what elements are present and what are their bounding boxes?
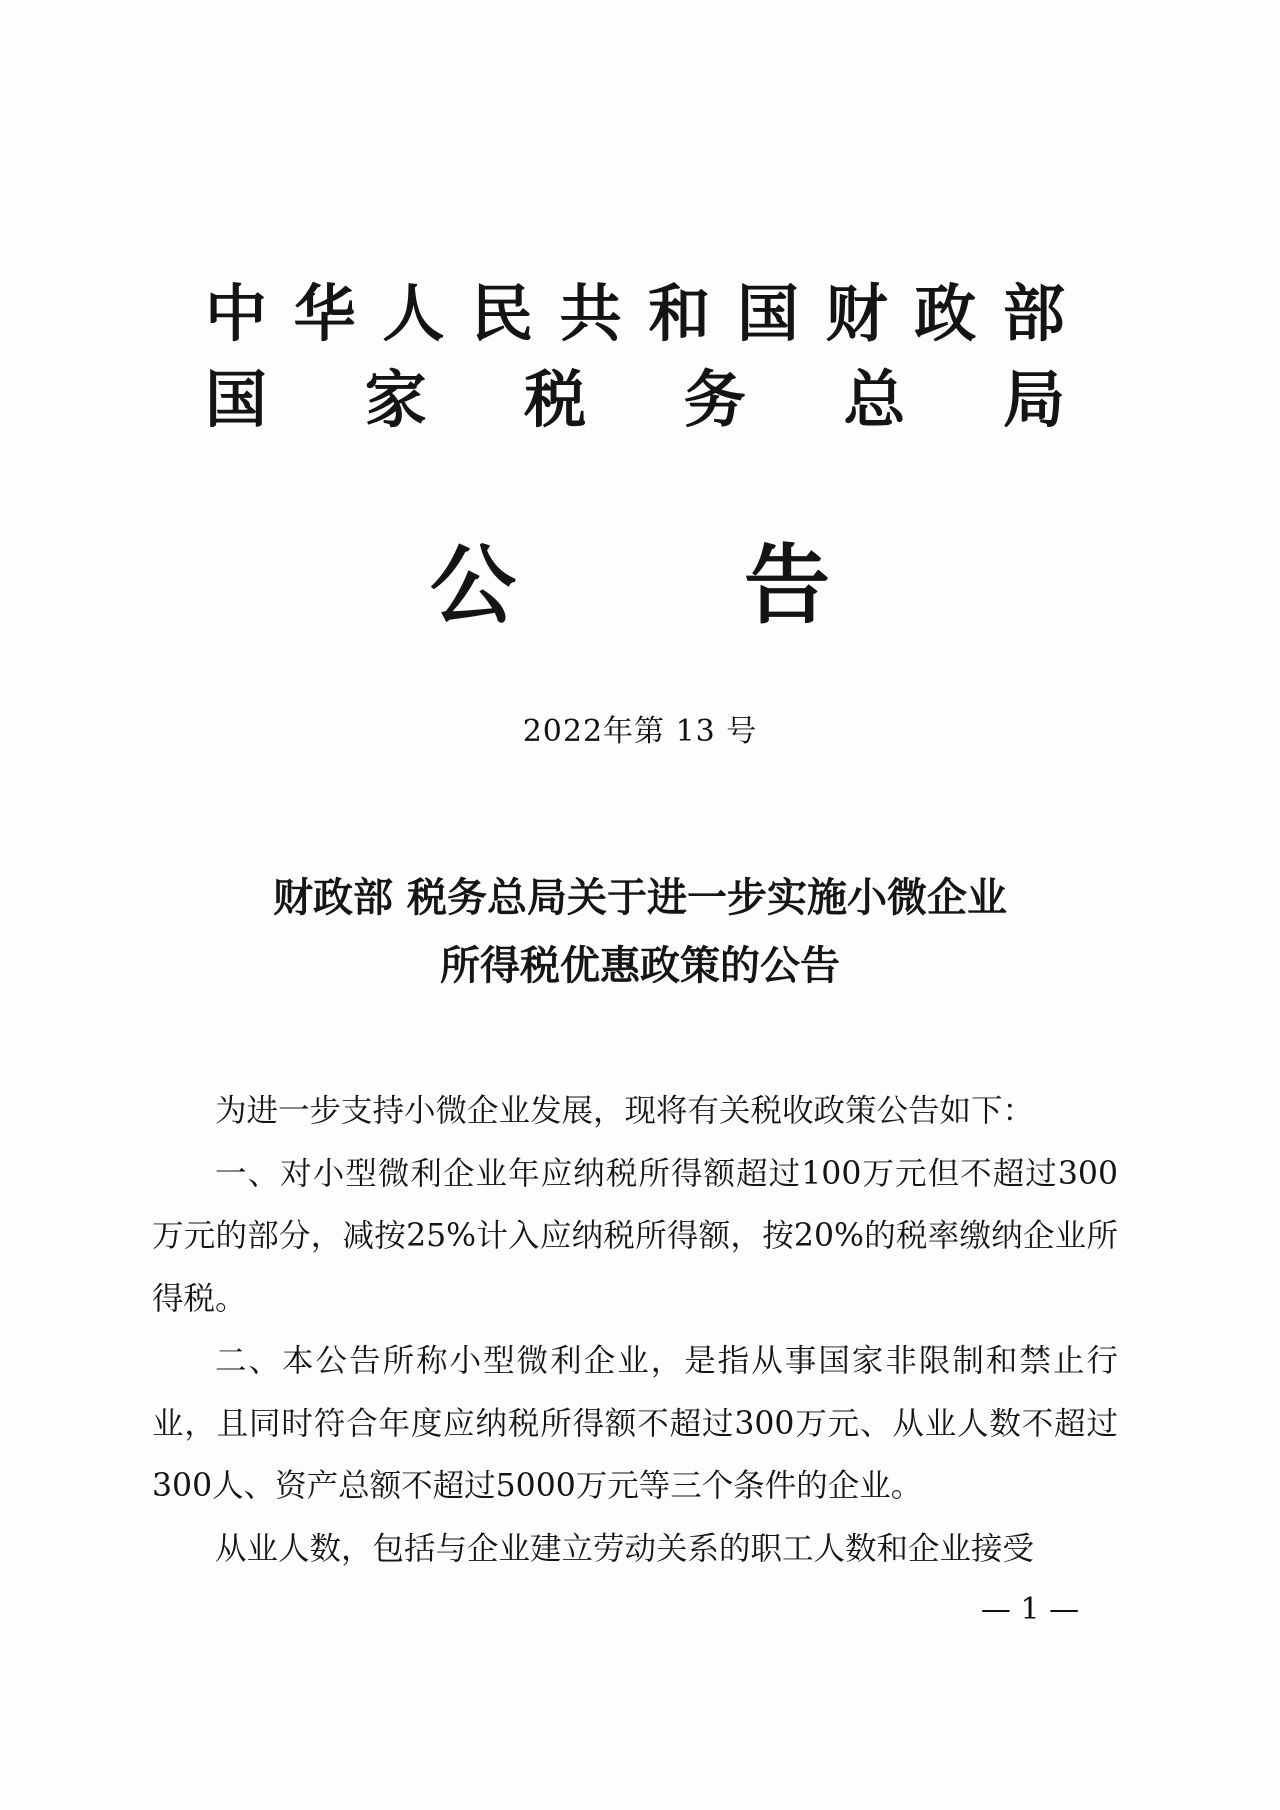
issuer-char: 国 [736, 277, 799, 350]
issuer-char: 家 [364, 363, 427, 436]
issuer-char: 人 [382, 277, 445, 350]
issuer-line-1 [205, 278, 1065, 350]
document-number: 2022年第 13 号 [522, 714, 758, 749]
issuer-char: 中 [205, 277, 268, 350]
doc-type-char: 告 [744, 536, 830, 636]
issuer-char: 税 [524, 363, 587, 436]
document-title-line-2: 所得税优惠政策的公告 [440, 943, 840, 989]
issuer-line-2 [205, 364, 1065, 436]
issuer-char: 总 [843, 363, 906, 436]
body-paragraph: 二、本公告所称小型微利企业，是指从事国家非限制和禁止行业，且同时符合年度应纳税所得额不超过300万元、从业人数不超过300人、资产总额不超过5000万元等三个条件的企业。 [152, 1343, 1118, 1504]
issuer-char: 务 [683, 363, 746, 436]
issuer-char: 政 [914, 277, 977, 350]
document-body [152, 1080, 1118, 1580]
body-paragraph: 从业人数，包括与企业建立劳动关系的职工人数和企业接受 [215, 1530, 1035, 1567]
issuer-char: 华 [293, 277, 356, 350]
issuer-char: 财 [825, 277, 888, 350]
issuer-char: 共 [559, 277, 622, 350]
issuer-char: 局 [1002, 363, 1065, 436]
issuer-char: 国 [205, 363, 268, 436]
issuer-char: 部 [1002, 277, 1065, 350]
body-paragraph: 一、对小型微利企业年应纳税所得额超过100万元但不超过300万元的部分，减按25%计入应纳税所得额，按20%的税率缴纳企业所得税。 [152, 1155, 1118, 1317]
body-paragraph: 为进一步支持小微企业发展，现将有关税收政策公告如下： [215, 1093, 1035, 1129]
doc-type-char: 公 [430, 536, 516, 636]
page-number: — 1 — [980, 1592, 1080, 1627]
document-title-line-1: 财政部 税务总局关于进一步实施小微企业 [273, 875, 1007, 921]
issuer-char: 和 [648, 277, 711, 350]
issuer-char: 民 [470, 277, 533, 350]
document-type-heading [430, 536, 830, 636]
